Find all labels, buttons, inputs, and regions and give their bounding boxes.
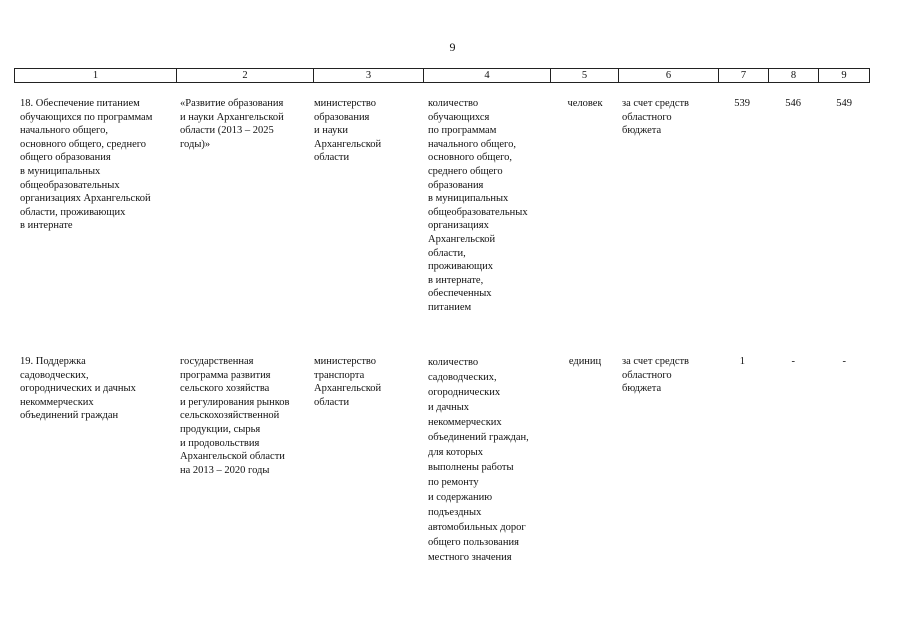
page-number: 9 [449,40,456,54]
header-cell-9: 9 [819,69,870,83]
row-19-value-7: 1 [739,356,745,367]
row-18-value-7: 539 [734,98,750,109]
row-19-executor: министерство транспорта Архангельской области [314,356,382,408]
row-19-event-name: 19. Поддержка садоводческих, огороднических и дачных некоммерческих объединений граждан [20,356,136,422]
row-18-unit: человек [567,98,603,109]
column-number-header [14,68,870,83]
row-19-value-8: - [791,356,795,367]
header-cell-6: 6 [619,69,719,83]
header-cell-5: 5 [551,69,619,83]
row-18-funding-source: за счет средств областного бюджета [622,98,690,137]
row-19-program: государственная программа развития сельского хозяйства и регулирования рынков сельскохозяйственной продукции, сырья и продовольствия Архангельской области на 2013 – 2020 годы [180,356,290,476]
header-cell-7: 7 [719,69,769,83]
header-cell-3: 3 [314,69,424,83]
row-18-program: «Развитие образования и науки Архангельской области (2013 – 2025 годы)» [180,98,284,150]
row-18-event-name: 18. Обеспечение питанием обучающихся по программам начального общего, основного общего, среднего общего образования в муниципальных общеобразовательных организациях Архангельской области, проживающих в интернате [20,98,153,232]
row-19-funding-source: за счет средств областного бюджета [622,356,690,395]
header-cell-1: 1 [15,69,177,83]
row-18-executor: министерство образования и науки Архангельской области [314,98,382,164]
row-18-indicator: количество обучающихся по программам начального общего, основного общего, среднего общего образования в муниципальных общеобразовательных организациях Архангельской области, проживающих в интернате, обеспеченных питанием [428,98,528,313]
row-18-value-8: 546 [785,98,801,109]
header-cell-8: 8 [769,69,819,83]
row-19-indicator: количество садоводческих, огороднических и дачных некоммерческих объединений граждан, для которых выполнены работы по ремонту и содержанию подъездных автомобильных дорог общего пользования местного значения [428,357,529,563]
header-cell-2: 2 [177,69,314,83]
header-cell-4: 4 [424,69,551,83]
row-19-value-9: - [842,356,846,367]
row-19-unit: единиц [568,356,602,367]
row-18-value-9: 549 [836,98,852,109]
